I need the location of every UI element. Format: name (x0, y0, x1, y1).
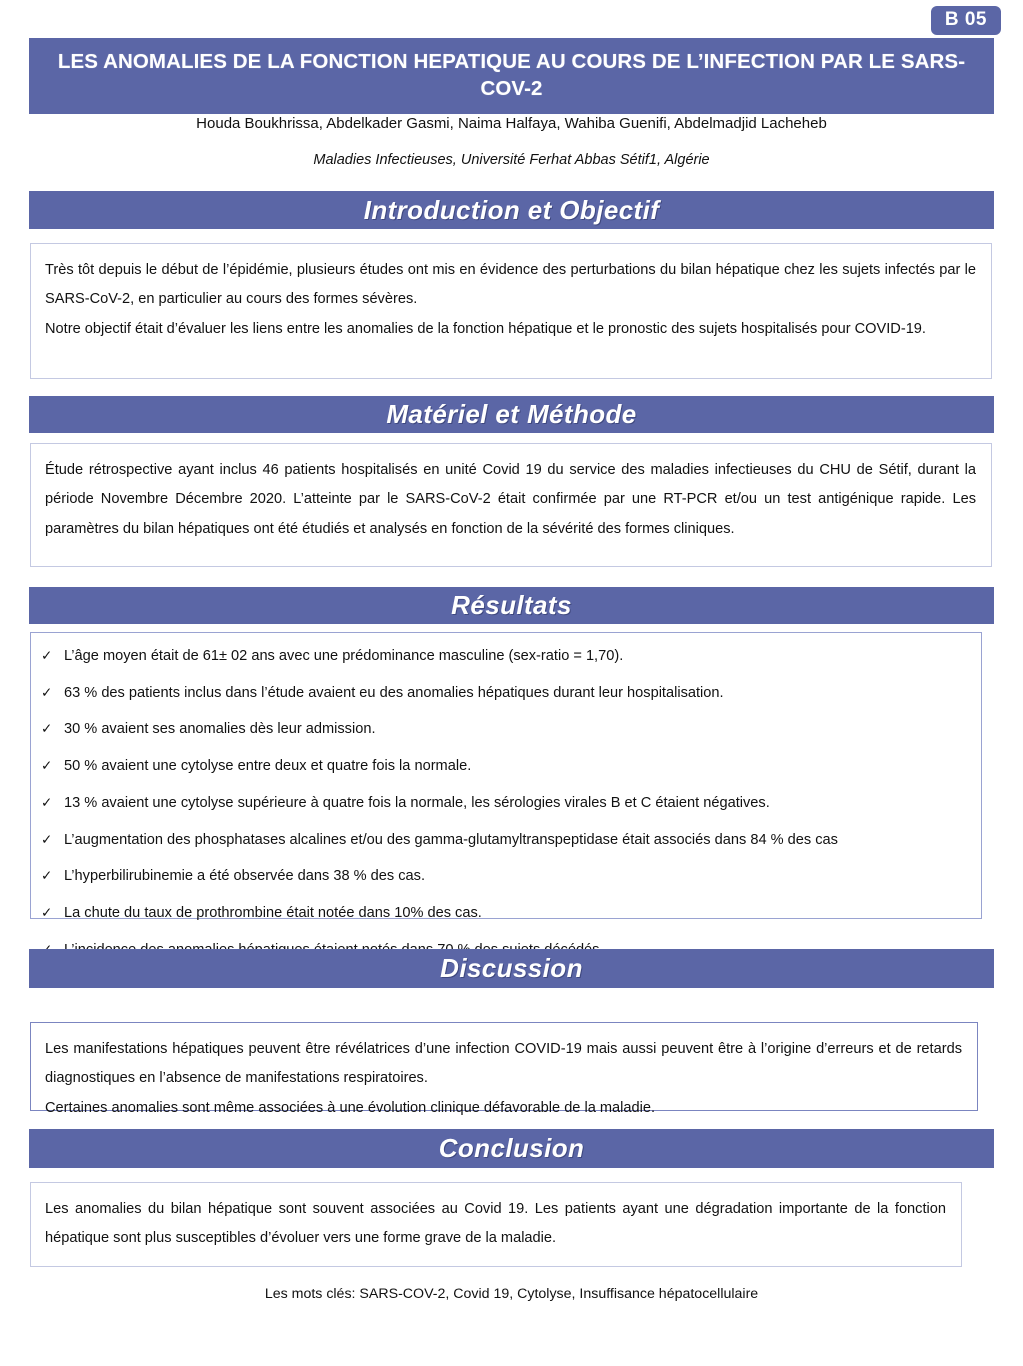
conclusion-paragraph-1: Les anomalies du bilan hépatique sont souvent associées au Covid 19. Les patients ayant une dégradation importante de la fonction hépatique sont plus susceptibles d’évoluer vers une forme grave de la maladie. (45, 1201, 946, 1247)
authors-line: Houda Boukhrissa, Abdelkader Gasmi, Naima Halfaya, Wahiba Guenifi, Abdelmadjid Lacheheb (196, 115, 827, 132)
methode-paragraph-1: Étude rétrospective ayant inclus 46 patients hospitalisés en unité Covid 19 du service des maladies infectieuses du CHU de Sétif, durant la période Novembre Décembre 2020. L’atteinte par le SARS-CoV-2 était confirmée par une RT-PCR et/ou un test antigénique rapide. Les paramètres du bilan hépatiques ont été étudiés et analysés en fonction de la sévérité des formes cliniques. (45, 462, 976, 537)
section-body-methode (30, 443, 992, 567)
list-item (41, 647, 969, 665)
check-icon: ✓ (41, 831, 53, 847)
list-item-label: 30 % avaient ses anomalies dès leur admission. (64, 721, 376, 738)
list-item (41, 684, 969, 702)
section-header-conclusion: Conclusion (29, 1129, 994, 1168)
list-item-label: 50 % avaient une cytolyse entre deux et quatre fois la normale. (64, 758, 472, 775)
list-item (41, 720, 969, 738)
page-title: LES ANOMALIES DE LA FONCTION HEPATIQUE AU COURS DE L’INFECTION PAR LE SARS-COV-2 (29, 38, 994, 114)
affiliation-line: Maladies Infectieuses, Université Ferhat Abbas Sétif1, Algérie (313, 152, 710, 168)
introduction-paragraph-2: Notre objectif était d’évaluer les liens entre les anomalies de la fonction hépatique et le pronostic des sujets hospitalisés pour COVID-19. (45, 320, 926, 337)
list-item-label: L’âge moyen était de 61± 02 ans avec une prédominance masculine (sex-ratio = 1,70). (64, 648, 624, 664)
list-item-label: L’augmentation des phosphatases alcalines et/ou des gamma-glutamyltranspeptidase était associés dans 84 % des cas (64, 831, 838, 848)
list-item-label: 13 % avaient une cytolyse supérieure à quatre fois la normale, les sérologies virales B et C étaient négatives. (64, 794, 770, 811)
check-icon: ✓ (41, 758, 53, 774)
check-icon: ✓ (41, 794, 53, 810)
list-item-label: L’hyperbilirubinemie a été observée dans 38 % des cas. (64, 868, 426, 885)
section-body-introduction (30, 243, 992, 379)
section-header-introduction: Introduction et Objectif (29, 191, 994, 229)
list-item-label: La chute du taux de prothrombine était notée dans 10% des cas. (64, 905, 482, 922)
check-icon: ✓ (41, 905, 53, 921)
introduction-paragraph-1: Très tôt depuis le début de l’épidémie, plusieurs études ont mis en évidence des perturbations du bilan hépatique chez les sujets infectés par le SARS-CoV-2, en particulier au cours des formes sévères. (45, 262, 976, 308)
discussion-paragraph-2: Certaines anomalies sont même associées à une évolution clinique défavorable de la maladie. (45, 1099, 656, 1116)
section-header-discussion: Discussion (29, 949, 994, 988)
list-item (41, 867, 969, 885)
discussion-paragraph-1: Les manifestations hépatiques peuvent être révélatrices d’une infection COVID-19 mais aussi peuvent être à l’origine d’erreurs et de retards diagnostiques en l’absence de manifestations respiratoires. (45, 1041, 962, 1087)
list-item (41, 904, 969, 922)
list-item (41, 831, 969, 849)
list-item-label: 63 % des patients inclus dans l’étude avaient eu des anomalies hépatiques durant leur hospitalisation. (64, 684, 724, 701)
section-body-conclusion (30, 1182, 962, 1267)
list-item (41, 794, 969, 812)
check-icon: ✓ (41, 868, 53, 884)
section-body-resultats (30, 632, 982, 922)
check-icon: ✓ (41, 648, 53, 663)
check-icon: ✓ (41, 721, 53, 737)
section-header-methode: Matériel et Méthode (29, 396, 994, 433)
section-header-resultats: Résultats (29, 587, 994, 624)
section-body-discussion (30, 1022, 978, 1116)
keywords-line: Les mots clés: SARS-COV-2, Covid 19, Cytolyse, Insuffisance hépatocellulaire (264, 1286, 759, 1302)
poster-id-badge: B 05 (931, 6, 1001, 35)
list-item (41, 757, 969, 775)
check-icon: ✓ (41, 684, 53, 700)
